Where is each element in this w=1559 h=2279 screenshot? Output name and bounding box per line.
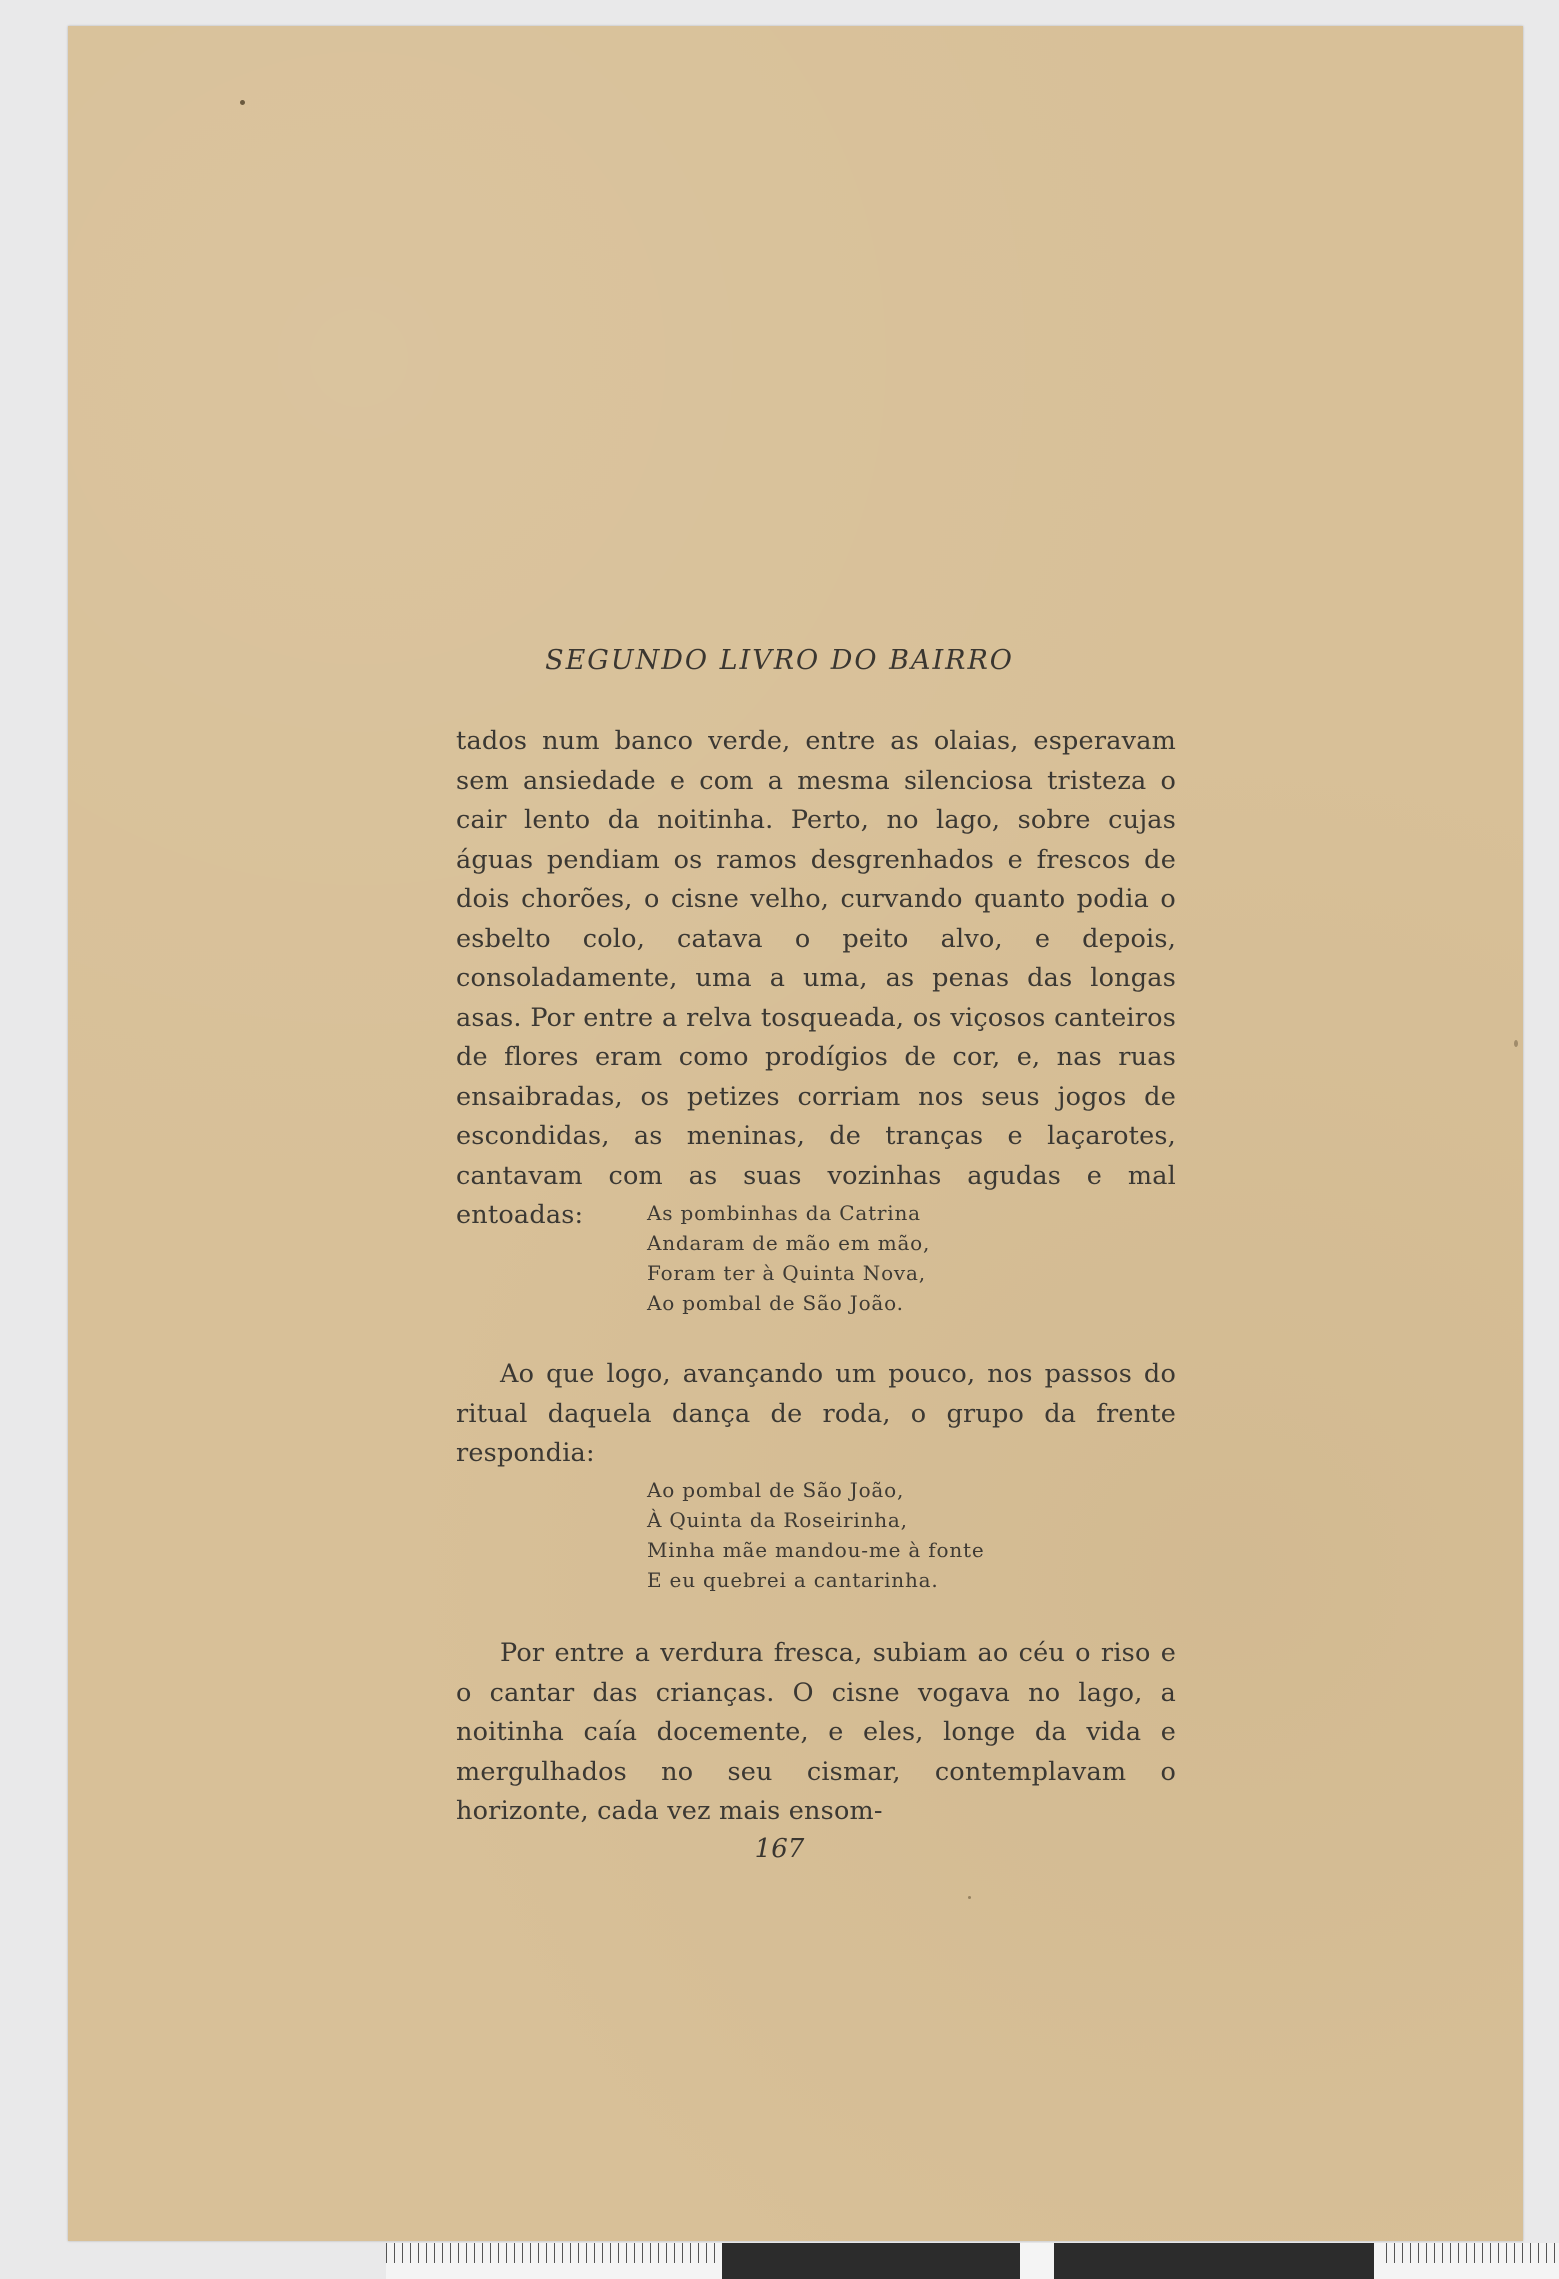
verse-line: Ao pombal de São João. <box>647 1291 904 1315</box>
ruler-block-dark <box>1054 2243 1374 2279</box>
paragraph-1 <box>456 722 1176 1236</box>
paragraph-1-text: tados num banco verde, entre as olaias, esperavam sem ansiedade e com a mesma silenciosa tristeza o cair lento da noitinha. Perto, no lago, sobre cujas águas pendiam os ramos desgrenhados e frescos de dois chorões, o cisne velho, curvando quanto podia o esbelto colo, catava o peito alvo, e depois, consoladamente, uma a uma, as penas das longas asas. Por entre a relva tosqueada, os viçosos canteiros de flores eram como prodígios de cor, e, nas ruas ensaibradas, os petizes corriam nos seus jogos de escondidas, as meninas, de tranças e laçarotes, cantavam com as suas vozinhas agudas e mal entoadas: <box>456 726 1176 1230</box>
paragraph-3 <box>456 1634 1176 1832</box>
paragraph-2-text: Ao que logo, avançando um pouco, nos passos do ritual daquela dança de roda, o grupo da frente respondia: <box>456 1359 1176 1468</box>
verse-line: Minha mãe mandou-me à fonte <box>647 1538 985 1562</box>
ruler-ticks <box>386 2243 722 2263</box>
ruler-ticks <box>1386 2243 1559 2263</box>
paragraph-2 <box>456 1355 1176 1474</box>
scale-ruler <box>386 2243 1559 2279</box>
verse-line: E eu quebrei a cantarinha. <box>647 1568 939 1592</box>
paragraph-3-text: Por entre a verdura fresca, subiam ao céu o riso e o cantar das crianças. O cisne vogava no lago, a noitinha caía docemente, e eles, longe da vida e mergulhados no seu cismar, contemplavam o horizonte, cada vez mais ensom- <box>456 1638 1176 1826</box>
ruler-block-dark <box>722 2243 1020 2279</box>
verse-stanza-1 <box>647 1198 930 1318</box>
verse-line: Andaram de mão em mão, <box>647 1231 931 1255</box>
paper-speck <box>968 1896 971 1899</box>
verse-line: Foram ter à Quinta Nova, <box>647 1261 926 1285</box>
page-number: 167 <box>754 1834 805 1864</box>
verse-line: À Quinta da Roseirinha, <box>647 1508 908 1532</box>
paper-speck <box>1514 1040 1518 1047</box>
verse-stanza-2 <box>647 1475 985 1595</box>
paper-speck <box>240 100 245 105</box>
running-head: SEGUNDO LIVRO DO BAIRRO <box>545 645 1014 676</box>
verse-line: Ao pombal de São João, <box>647 1478 905 1502</box>
verse-line: As pombinhas da Catrina <box>647 1201 921 1225</box>
